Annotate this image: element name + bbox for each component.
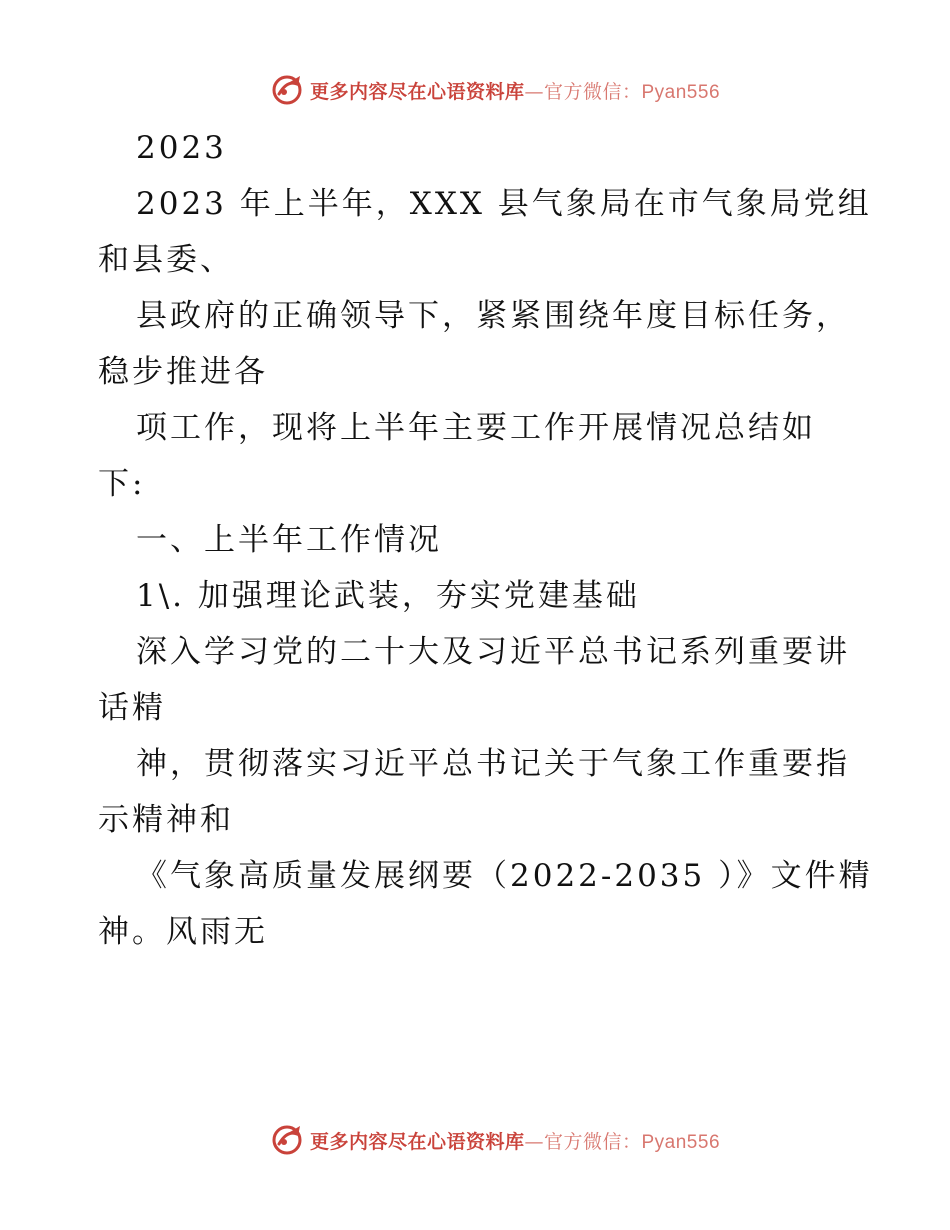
header-banner-text [310, 77, 720, 104]
footer-banner-wechat-id: Pyan556 [641, 1131, 721, 1153]
footer-banner-wechat-label: 官方微信： [543, 1130, 642, 1153]
footer-banner-content [270, 1122, 720, 1158]
footer-watermark-banner [0, 1120, 950, 1160]
doc-line: 话精 [98, 690, 166, 726]
header-banner-main: 更多内容尽在心语资料库 [309, 80, 525, 103]
doc-line: 下: [98, 466, 146, 502]
footer-banner-separator: — [524, 1130, 544, 1153]
doc-line: 神。风雨无 [98, 914, 268, 950]
header-banner-wechat-id: Pyan556 [641, 81, 721, 103]
header-watermark-banner [0, 70, 950, 110]
doc-line: 县政府的正确领导下，紧紧围绕年度目标任务， [136, 298, 850, 334]
doc-line: 2023 年上半年，XXX 县气象局在市气象局党组 [136, 186, 872, 222]
doc-line: 深入学习党的二十大及习近平总书记系列重要讲 [136, 634, 850, 670]
header-banner-wechat-label: 官方微信： [543, 80, 642, 103]
doc-line: 和县委、 [98, 242, 234, 278]
brand-logo-icon [270, 1122, 306, 1158]
doc-line: 神，贯彻落实习近平总书记关于气象工作重要指 [136, 746, 850, 782]
doc-line: 项工作，现将上半年主要工作开展情况总结如 [136, 410, 816, 446]
doc-line: 示精神和 [98, 802, 234, 838]
footer-banner-main: 更多内容尽在心语资料库 [309, 1130, 525, 1153]
header-banner-content [270, 72, 720, 108]
doc-line-year: 2023 [136, 130, 227, 166]
doc-line: 《气象高质量发展纲要（2022-2035 ）》文件精 [136, 858, 873, 894]
document-body [98, 120, 873, 960]
doc-line: 稳步推进各 [98, 354, 268, 390]
subsection-heading: 1\. 加强理论武装，夯实党建基础 [136, 578, 640, 614]
brand-logo-icon [270, 72, 306, 108]
section-heading: 一、上半年工作情况 [136, 522, 442, 558]
footer-banner-text [310, 1127, 720, 1154]
header-banner-separator: — [524, 80, 544, 103]
